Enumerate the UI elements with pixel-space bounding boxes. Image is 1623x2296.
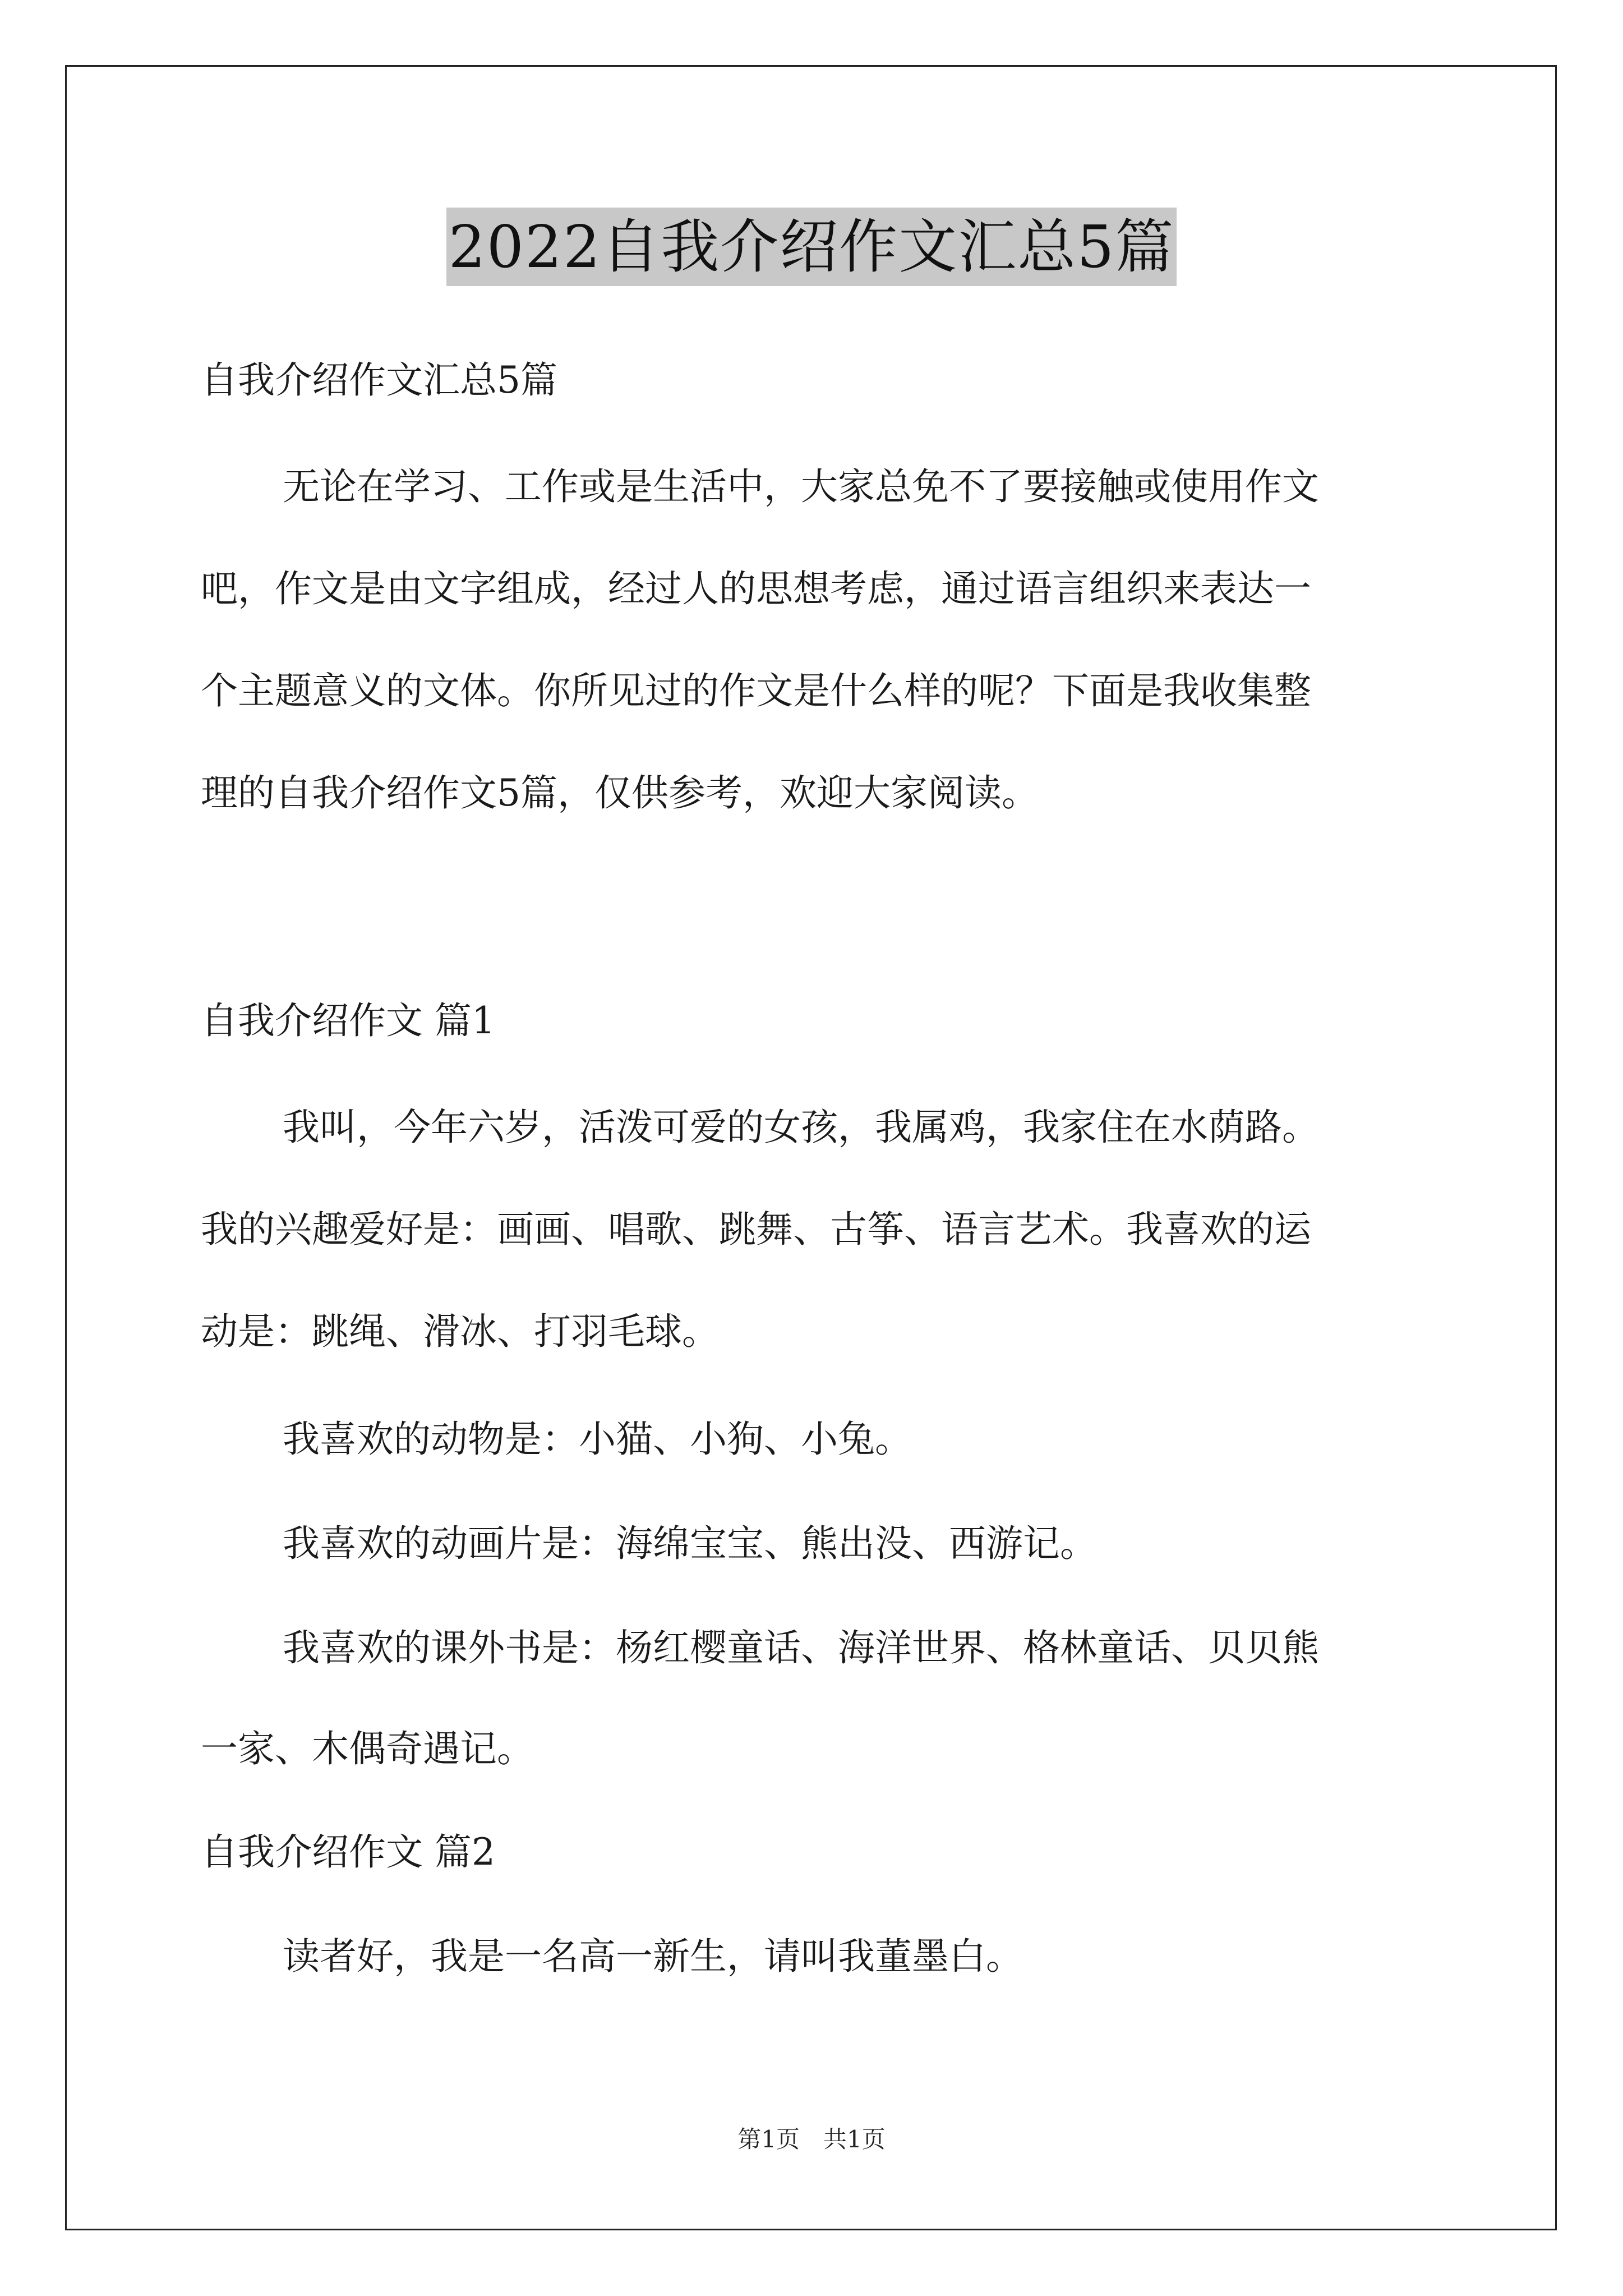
section1-paragraph-line: 我叫，今年六岁，活泼可爱的女孩，我属鸡，我家住在水荫路。 [283, 1106, 1319, 1149]
intro-paragraph-line: 吧，作文是由文字组成，经过人的思想考虑，通过语言组织来表达一 [201, 567, 1311, 610]
intro-paragraph-line: 理的自我介绍作文5篇，仅供参考，欢迎大家阅读。 [201, 771, 1039, 815]
title-container [0, 208, 1623, 286]
section2-paragraph-line: 读者好，我是一名高一新生，请叫我董墨白。 [283, 1935, 1023, 1978]
intro-paragraph-line: 个主题意义的文体。你所见过的作文是什么样的呢？下面是我收集整 [201, 669, 1311, 712]
section1-paragraph-line: 我喜欢的动画片是：海绵宝宝、熊出没、西游记。 [283, 1522, 1097, 1565]
section1-paragraph-line: 我的兴趣爱好是：画画、唱歌、跳舞、古筝、语言艺术。我喜欢的运 [201, 1208, 1311, 1251]
section1-paragraph-line: 我喜欢的动物是：小猫、小狗、小兔。 [283, 1418, 912, 1461]
subtitle-line: 自我介绍作文汇总5篇 [201, 358, 557, 402]
section1-paragraph-line: 我喜欢的课外书是：杨红樱童话、海洋世界、格林童话、贝贝熊 [283, 1626, 1319, 1669]
section-heading-1: 自我介绍作文 篇1 [201, 999, 495, 1042]
section1-paragraph-line: 动是：跳绳、滑冰、打羽毛球。 [201, 1310, 719, 1353]
document-title: 2022自我介绍作文汇总5篇 [446, 208, 1177, 286]
intro-paragraph-line: 无论在学习、工作或是生活中，大家总免不了要接触或使用作文 [283, 465, 1319, 508]
section1-paragraph-line: 一家、木偶奇遇记。 [201, 1727, 534, 1770]
section-heading-2: 自我介绍作文 篇2 [201, 1830, 495, 1874]
page-footer: 第1页 共1页 [737, 2125, 886, 2153]
